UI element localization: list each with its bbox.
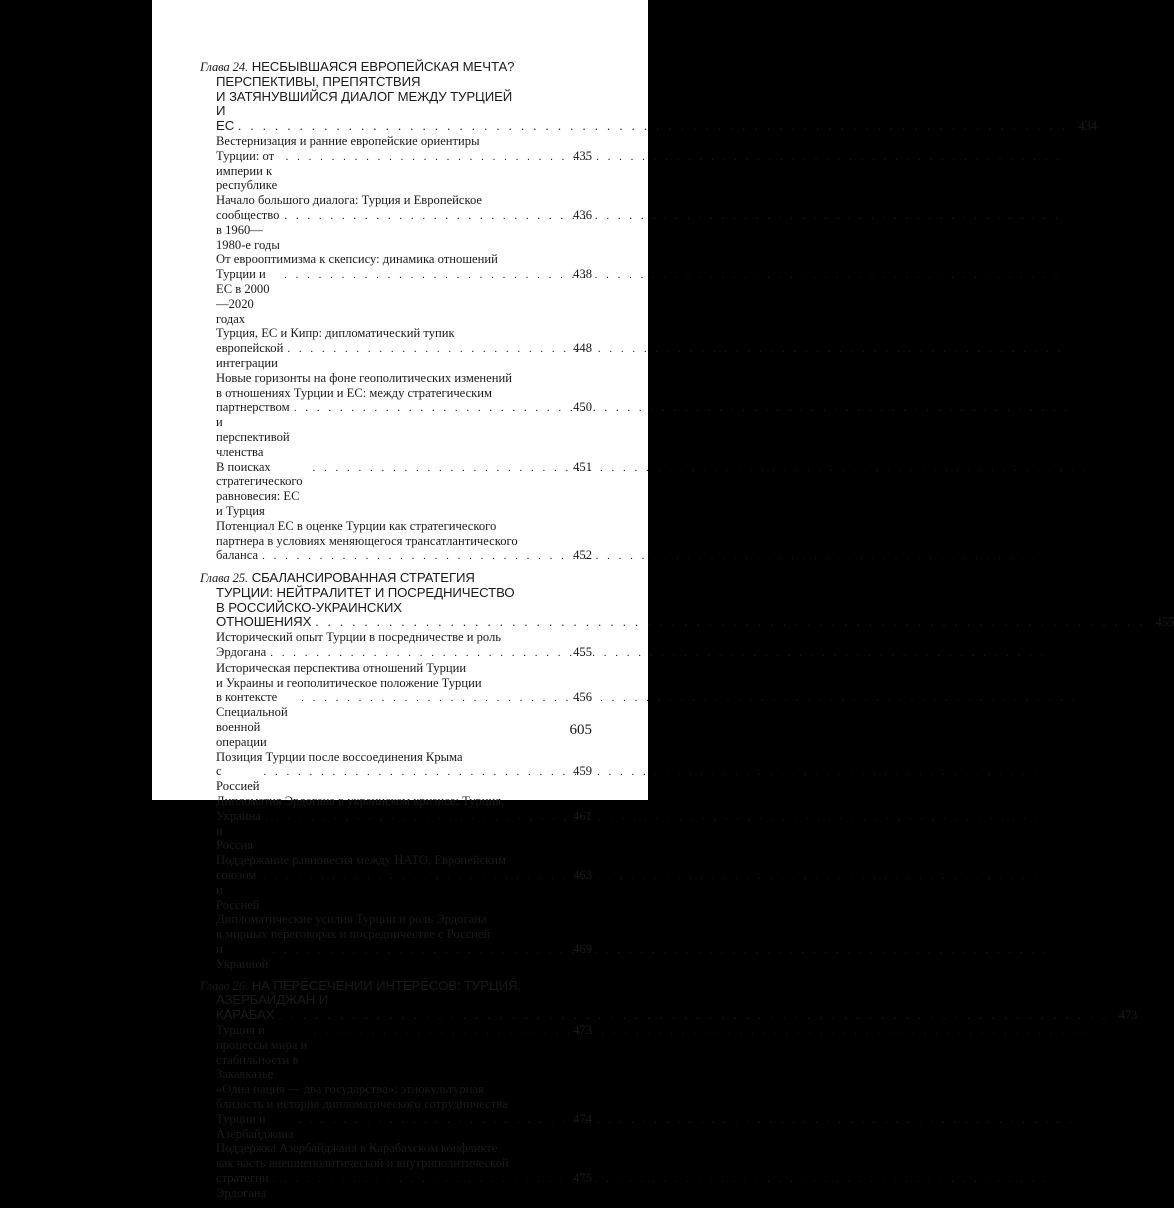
section-entry (200, 630, 592, 661)
section-entry (200, 750, 592, 794)
chapter-title-line: И ЕС (216, 103, 234, 133)
page-number: 605 (570, 722, 593, 739)
section-title-line: «Одна нация — два государства»: этнокультурная (216, 1082, 592, 1097)
section-entry (200, 1141, 592, 1200)
section-entry (200, 1082, 592, 1141)
leader-dots (287, 342, 566, 357)
chapter-entry (200, 60, 592, 564)
leader-dots (238, 119, 1074, 133)
section-title-line: Исторический опыт Турции в посредничестве и роль (216, 630, 592, 645)
section-page-number: 473 (570, 1023, 592, 1038)
section-entry (200, 853, 592, 912)
table-of-contents (200, 60, 592, 1208)
leader-dots (262, 549, 566, 564)
section-title-line: Поддержание равновесия между НАТО, Европейским (216, 853, 592, 868)
leader-dots (301, 691, 566, 706)
section-entry (200, 661, 592, 750)
leader-dots (314, 1024, 566, 1039)
chapter-title-line: ТУРЦИИ: НЕЙТРАЛИТЕТ И ПОСРЕДНИЧЕСТВО (216, 585, 515, 600)
section-title-line: Дипломатия Эрдогана в украинском кризисе: Турция, (216, 794, 592, 809)
section-title-line: как часть внешнеполитической и внутриполитической (216, 1156, 592, 1171)
leader-dots (272, 943, 566, 958)
section-entry (200, 519, 592, 564)
section-page-number: 435 (570, 149, 592, 164)
section-title-line: Потенциал ЕС в оценке Турции как стратегического (216, 519, 592, 534)
section-title-line: партнера в условиях меняющегося трансатлантического (216, 534, 592, 549)
chapter-label: Глава 26. (200, 979, 248, 993)
leader-dots (284, 268, 566, 283)
section-title-line: Позиция Турции после воссоединения Крыма (216, 750, 592, 765)
section-title-line: Дипломатические усилия Турции и роль Эрдогана (216, 912, 592, 927)
leader-dots (294, 401, 566, 416)
section-title-line: в мирных переговорах и посредничестве с Россией (216, 927, 592, 942)
leader-dots (273, 1172, 566, 1187)
section-title-line: Эрдогана (216, 645, 266, 660)
section-title-line: Турции и Азербайджана (216, 1112, 294, 1142)
section-page-number: 451 (570, 460, 592, 475)
chapter-page-number: 473 (1119, 1008, 1138, 1022)
section-title-line: От еврооптимизма к скепсису: динамика отношений (216, 252, 592, 267)
section-title-line: и Украины и геополитическое положение Турции (216, 676, 592, 691)
chapter-title-line: В РОССИЙСКО-УКРАИНСКИХ ОТНОШЕНИЯХ (216, 600, 402, 630)
section-entry (200, 326, 592, 370)
section-title-line: Новые горизонты на фоне геополитических изменений (216, 371, 592, 386)
section-entry (200, 1023, 592, 1082)
chapter-label: Глава 24. (200, 60, 248, 74)
leader-dots (264, 869, 566, 884)
section-page-number: 450 (570, 400, 592, 415)
section-title-line: в отношениях Турции и ЕС: между стратегическим (216, 386, 592, 401)
section-title-line: Турции и ЕС в 2000—2020 годах (216, 267, 280, 326)
section-title-line: Начало большого диалога: Турция и Европейское (216, 193, 592, 208)
leader-dots (278, 1008, 1114, 1022)
section-page-number: 463 (570, 868, 592, 883)
chapter-title-line: НЕСБЫВШАЯСЯ ЕВРОПЕЙСКАЯ МЕЧТА? (252, 59, 515, 74)
section-page-number: 436 (570, 208, 592, 223)
leader-dots (312, 461, 566, 476)
chapter-page-number: 434 (1078, 119, 1097, 133)
section-title-line: и Украиной (216, 942, 268, 972)
chapter-entry (200, 571, 592, 972)
section-page-number: 455 (570, 645, 592, 660)
leader-dots (265, 810, 566, 825)
section-page-number: 459 (570, 764, 592, 779)
section-entry (200, 371, 592, 460)
section-page-number: 456 (570, 690, 592, 705)
chapter-label: Глава 25. (200, 571, 248, 585)
section-entry (200, 460, 592, 519)
section-page-number: 448 (570, 341, 592, 356)
chapter-heading (200, 60, 592, 134)
section-title-line: баланса (216, 548, 258, 563)
section-title-line: Турции: от империи к республике (216, 149, 282, 193)
chapter-title-line: НА ПЕРЕСЕЧЕНИИ ИНТЕРЕСОВ: ТУРЦИЯ, (252, 978, 521, 993)
section-entry (200, 794, 592, 853)
section-title-line: сообщество в 1960—1980-е годы (216, 208, 280, 252)
section-entry (200, 193, 592, 252)
section-page-number: 461 (570, 809, 592, 824)
chapter-page-number: 455 (1156, 615, 1174, 629)
section-title-line: Вестернизация и ранние европейские ориентиры (216, 134, 592, 149)
chapter-entry (200, 979, 592, 1201)
section-title-line: с Россией (216, 764, 260, 794)
section-title-line: в контексте Специальной военной операции (216, 690, 297, 749)
chapter-title-line: АЗЕРБАЙДЖАН И КАРАБАХ (216, 992, 328, 1022)
leader-dots (315, 615, 1151, 629)
section-title-line: европейской интеграции (216, 341, 283, 371)
section-page-number: 469 (570, 942, 592, 957)
leader-dots (264, 765, 566, 780)
section-title-line: Турция и процессы мира и стабильности в Закавказье (216, 1023, 310, 1082)
leader-dots (298, 1113, 566, 1128)
section-title-line: Украина и Россия (216, 809, 261, 853)
section-entry (200, 134, 592, 193)
section-title-line: союзом и Россией (216, 868, 260, 912)
section-title-line: Поддержка Азербайджана в Карабахском конфликте (216, 1141, 592, 1156)
chapter-title-line: ПЕРСПЕКТИВЫ, ПРЕПЯТСТВИЯ (216, 74, 420, 89)
section-title-line: В поисках стратегического равновесия: ЕС и Турция (216, 460, 308, 519)
section-title-line: Историческая перспектива отношений Турции (216, 661, 592, 676)
section-title-line: партнерством и перспективой членства (216, 400, 290, 459)
chapter-heading (200, 571, 592, 630)
section-title-line: Турция, ЕС и Кипр: дипломатический тупик (216, 326, 592, 341)
section-page-number: 474 (570, 1112, 592, 1127)
section-page-number: 452 (570, 548, 592, 563)
book-page (152, 0, 648, 800)
section-page-number: 438 (570, 267, 592, 282)
chapter-title-line: И ЗАТЯНУВШИЙСЯ ДИАЛОГ МЕЖДУ ТУРЦИЕЙ (216, 89, 512, 104)
leader-dots (286, 150, 566, 165)
section-page-number: 475 (570, 1171, 592, 1186)
section-entry (200, 252, 592, 326)
chapter-heading (200, 979, 592, 1023)
leader-dots (270, 646, 566, 661)
section-title-line: стратегии Эрдогана (216, 1171, 269, 1201)
section-entry (200, 912, 592, 971)
chapter-title-line: СБАЛАНСИРОВАННАЯ СТРАТЕГИЯ (252, 570, 475, 585)
leader-dots (284, 209, 566, 224)
section-title-line: близость и история дипломатического сотрудничества (216, 1097, 592, 1112)
